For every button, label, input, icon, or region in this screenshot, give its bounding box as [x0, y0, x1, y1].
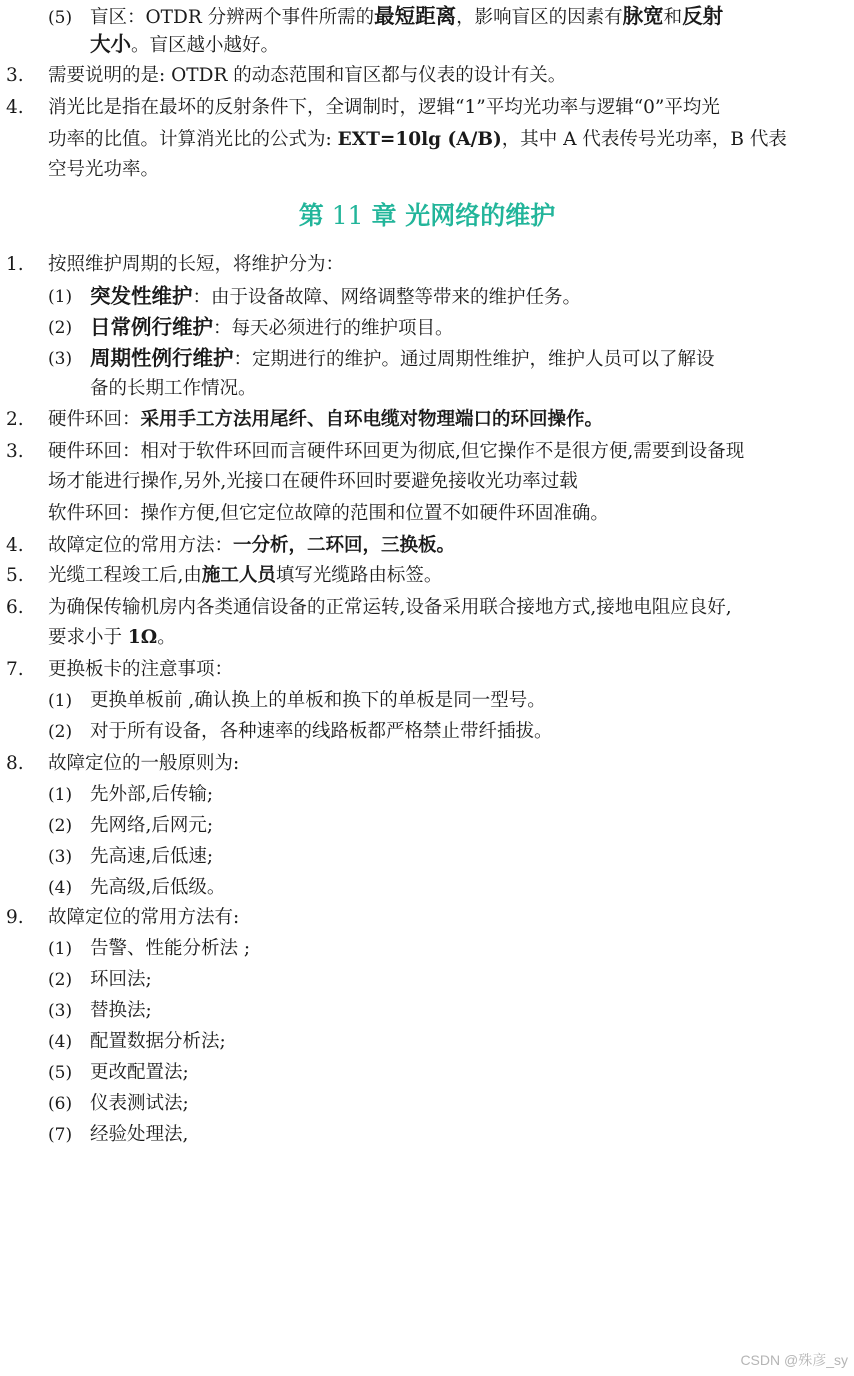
list-number: 4. [6, 535, 24, 556]
list-number: 4. [6, 97, 24, 118]
list-number: (5) [48, 1063, 73, 1083]
text-run: 故障定位的常用方法： [48, 535, 234, 556]
list-item: 更改配置法; [90, 1062, 189, 1083]
text-run: ：定期进行的维护。通过周期性维护，维护人员可以了解设 [233, 349, 715, 370]
paragraph-line: 对于所有设备，各种速率的线路板都严格禁止带纤插拔。 [90, 721, 553, 742]
text-run: 和 [663, 7, 683, 28]
bold-term: 反射 [682, 4, 724, 28]
bold-term: 突发性维护 [90, 284, 193, 308]
paragraph-line: 更换单板前 ,确认换上的单板和换下的单板是同一型号。 [90, 690, 546, 711]
list-number: (1) [48, 785, 73, 805]
text-run: ，其中 A 代表传号光功率，B 代表 [501, 129, 787, 150]
formula: EXT=10lg (A/B) [337, 129, 502, 150]
text-run: ：由于设备故障、网络调整等带来的维护任务。 [192, 287, 582, 308]
list-number: (3) [48, 349, 73, 369]
list-number: 9. [6, 907, 24, 928]
list-item: 告警、性能分析法 ; [90, 938, 251, 959]
list-number: (6) [48, 1094, 73, 1114]
list-number: (1) [48, 287, 73, 307]
bold-term: 最短距离 [374, 4, 457, 28]
paragraph-line: 硬件环回：相对于软件环回而言硬件环回更为彻底,但它操作不是很方便,需要到设备现 [48, 441, 745, 462]
bold-term: 一分析，二环回，三换板。 [233, 535, 456, 556]
bold-term: 1Ω [127, 627, 158, 648]
paragraph-line [90, 315, 454, 341]
list-number: 5. [6, 565, 24, 586]
bold-term: 施工人员 [201, 565, 276, 586]
list-number: (2) [48, 970, 73, 990]
paragraph-line [90, 4, 723, 30]
paragraph-line [90, 346, 715, 372]
list-number: 3. [6, 65, 24, 86]
paragraph-line [48, 128, 787, 152]
list-item: 仪表测试法; [90, 1093, 189, 1114]
paragraph-line: 备的长期工作情况。 [90, 378, 257, 399]
text-run: 。盲区越小越好。 [131, 35, 280, 56]
list-number: 7. [6, 659, 24, 680]
paragraph-line [48, 408, 603, 432]
bold-term: 日常例行维护 [90, 315, 213, 339]
text-run: 。 [157, 627, 176, 648]
list-item: 替换法; [90, 1000, 152, 1021]
paragraph-line: 故障定位的一般原则为: [48, 753, 240, 774]
list-number: 8. [6, 753, 24, 774]
list-number: (2) [48, 318, 73, 338]
text-run: 光缆工程竣工后,由 [48, 565, 202, 586]
watermark: CSDN @殊彦_sy [740, 1352, 848, 1368]
list-number: 3. [6, 441, 24, 462]
list-item: 先高级,后低级。 [90, 877, 226, 898]
chapter-title [0, 200, 854, 232]
paragraph-line: 空号光功率。 [48, 159, 160, 180]
list-number: (4) [48, 1032, 73, 1052]
list-number: (3) [48, 1001, 73, 1021]
text-run: 盲区：OTDR 分辨两个事件所需的 [90, 7, 375, 28]
text-run: 硬件环回： [48, 409, 141, 430]
list-number: (2) [48, 816, 73, 836]
list-number: (4) [48, 878, 73, 898]
list-number: 6. [6, 597, 24, 618]
paragraph-line: 软件环回：操作方便,但它定位故障的范围和位置不如硬件环固准确。 [48, 503, 609, 524]
list-number: (7) [48, 1125, 73, 1145]
list-item: 配置数据分析法; [90, 1031, 226, 1052]
bold-term: 大小 [90, 32, 131, 56]
list-number: (2) [48, 722, 73, 742]
paragraph-line: 需要说明的是: OTDR 的动态范围和盲区都与仪表的设计有关。 [48, 65, 567, 86]
list-number: 1. [6, 254, 24, 275]
list-item: 环回法; [90, 969, 152, 990]
paragraph-line [48, 626, 176, 650]
text-run: ：每天必须进行的维护项目。 [213, 318, 454, 339]
paragraph-line: 消光比是指在最坏的反射条件下，全调制时，逻辑“1”平均光功率与逻辑“0”平均光 [48, 97, 720, 118]
text-run: 功率的比值。计算消光比的公式为: [48, 129, 338, 150]
bold-term: 采用手工方法用尾纤、自环电缆对物理端口的环回操作。 [140, 409, 604, 430]
text-run: 填写光缆路由标签。 [275, 565, 443, 586]
list-item: 先高速,后低速; [90, 846, 214, 867]
paragraph-line: 场才能进行操作,另外,光接口在硬件环回时要避免接收光功率过载 [48, 471, 578, 492]
text-run: ，影响盲区的因素有 [456, 7, 623, 28]
bold-term: 脉宽 [622, 4, 664, 28]
chapter-number: 11 [323, 201, 372, 230]
list-number: (1) [48, 939, 73, 959]
paragraph-line [48, 564, 442, 588]
title-text: 章 光网络的维护 [371, 201, 556, 230]
text-run: 要求小于 [48, 627, 128, 648]
paragraph-line: 为确保传输机房内各类通信设备的正常运转,设备采用联合接地方式,接地电阻应良好, [48, 597, 732, 618]
paragraph-line: 更换板卡的注意事项： [48, 659, 234, 680]
list-item: 经验处理法, [90, 1124, 189, 1145]
title-text: 第 [298, 201, 324, 230]
list-number: (3) [48, 847, 73, 867]
list-number: 2. [6, 409, 24, 430]
bold-term: 周期性例行维护 [90, 346, 234, 370]
paragraph-line: 故障定位的常用方法有: [48, 907, 240, 928]
list-number: (1) [48, 691, 73, 711]
list-number: (5) [48, 8, 73, 28]
list-item: 先外部,后传输; [90, 784, 214, 805]
list-item: 先网络,后网元; [90, 815, 214, 836]
paragraph-line [48, 534, 455, 558]
paragraph-line [90, 284, 581, 310]
paragraph-line [90, 32, 279, 58]
paragraph-line: 按照维护周期的长短，将维护分为： [48, 254, 345, 275]
